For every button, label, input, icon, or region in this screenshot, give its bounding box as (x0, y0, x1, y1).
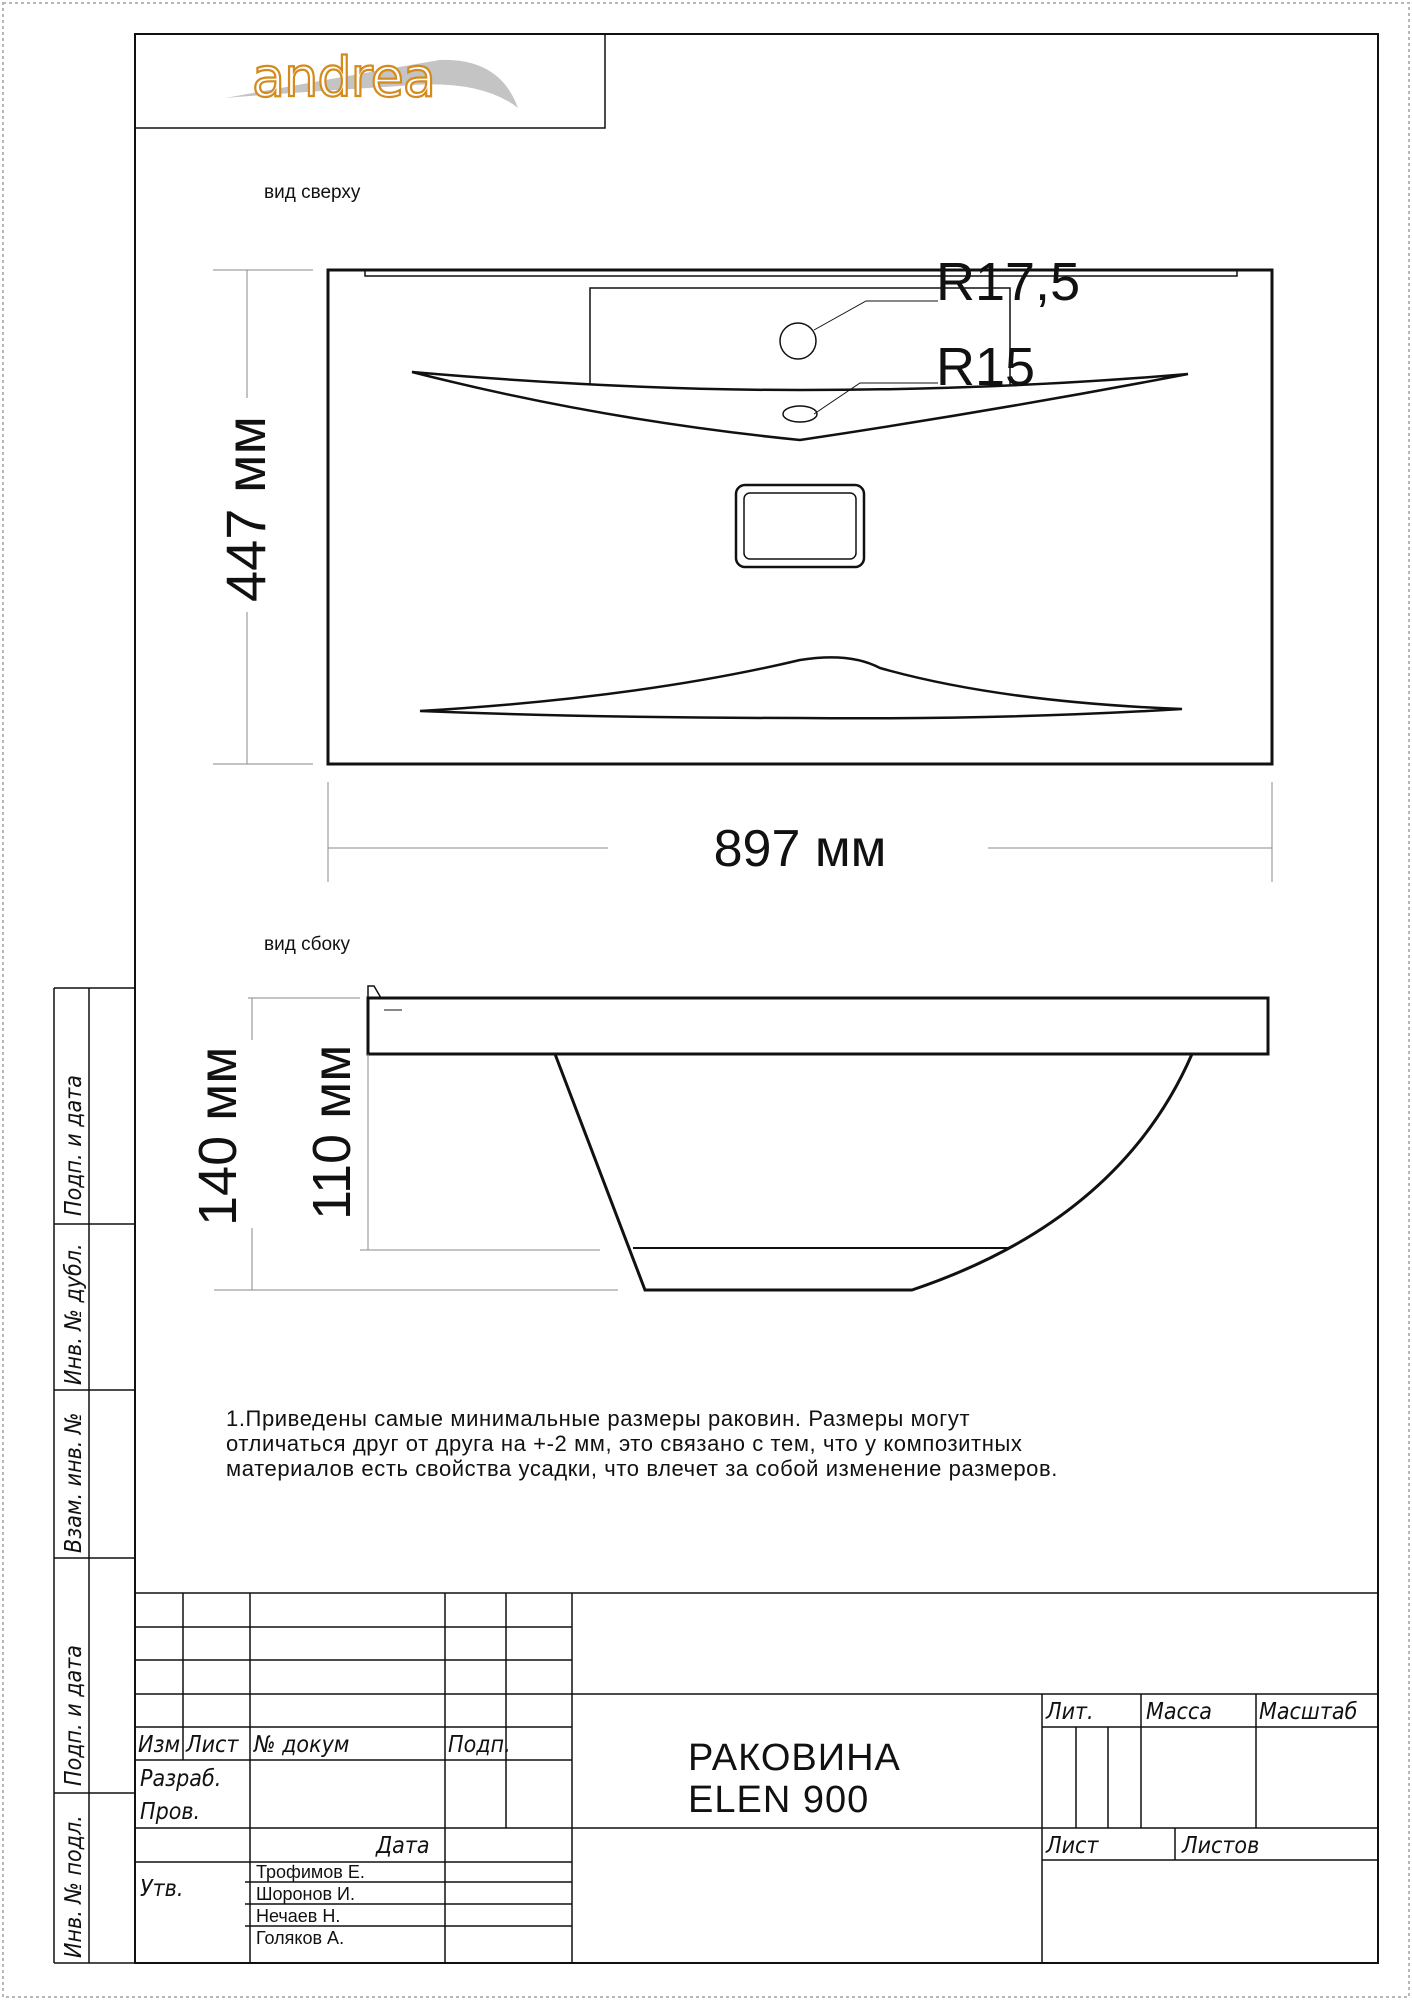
length-label: 447 мм (214, 416, 277, 602)
total-height-dimension (214, 998, 618, 1290)
stamp-field-1: Подп. и дата (61, 1075, 87, 1216)
person-2: Шоронов И. (256, 1884, 355, 1904)
side-view-caption: вид сбоку (264, 934, 351, 955)
bowl-profile (555, 1054, 1192, 1290)
overflow-inner (744, 493, 856, 559)
total-height-label: 140 мм (188, 1046, 248, 1226)
row-utv: Утв. (140, 1876, 184, 1902)
note-line-3: материалов есть свойства усадки, что влечет за собой изменение размеров. (226, 1456, 1059, 1481)
top-view (328, 270, 1272, 764)
faucet-hole (780, 323, 816, 359)
person-1: Трофимов Е. (256, 1862, 365, 1882)
radius-drain-label: R15 (936, 337, 1036, 397)
col-sign: Подп. (448, 1732, 511, 1758)
side-view (368, 986, 1268, 1290)
label-masshtab: Масштаб (1259, 1699, 1358, 1725)
overflow-outer (736, 485, 864, 567)
label-lit: Лит. (1046, 1699, 1094, 1725)
note-line-1: 1.Приведены самые минимальные размеры раковин. Размеры могут (226, 1406, 971, 1431)
title-line-1: РАКОВИНА (688, 1737, 901, 1779)
title-line-2: ELEN 900 (688, 1779, 870, 1821)
countertop-slab (368, 998, 1268, 1054)
note-line-2: отличаться друг от друга на +-2 мм, это связано с тем, что у композитных (226, 1431, 1023, 1456)
logo (135, 34, 605, 128)
label-date: Дата (376, 1833, 430, 1859)
bowl-height-dimension (360, 1054, 600, 1250)
col-list: Лист (186, 1732, 239, 1758)
bowl-height-label: 110 мм (302, 1044, 362, 1220)
stamp-field-2: Инв. № дубл. (61, 1243, 87, 1385)
label-list: Лист (1046, 1833, 1099, 1859)
radius-faucet-label: R17,5 (936, 252, 1081, 312)
bowl-front-edge (420, 657, 1182, 718)
row-razrab: Разраб. (140, 1766, 222, 1792)
person-4: Голяков А. (256, 1928, 345, 1948)
top-view-caption: вид сверху (264, 182, 361, 203)
label-massa: Масса (1146, 1699, 1212, 1725)
sheet-edge (3, 3, 1409, 1997)
stamp-field-4: Подп. и дата (61, 1645, 87, 1786)
col-izm: Изм (138, 1732, 181, 1758)
stamp-field-5: Инв. № подл. (61, 1815, 87, 1958)
col-doc: № докум (254, 1732, 350, 1758)
row-prov: Пров. (140, 1799, 201, 1825)
stamp-field-3: Взам. инв. № (61, 1412, 87, 1553)
logo-text: andrea (252, 46, 435, 109)
label-listov: Листов (1182, 1833, 1260, 1859)
slab-lip (368, 986, 381, 998)
faucet-leader (814, 301, 938, 330)
width-label: 897 мм (713, 820, 887, 878)
person-3: Нечаев Н. (256, 1906, 341, 1926)
